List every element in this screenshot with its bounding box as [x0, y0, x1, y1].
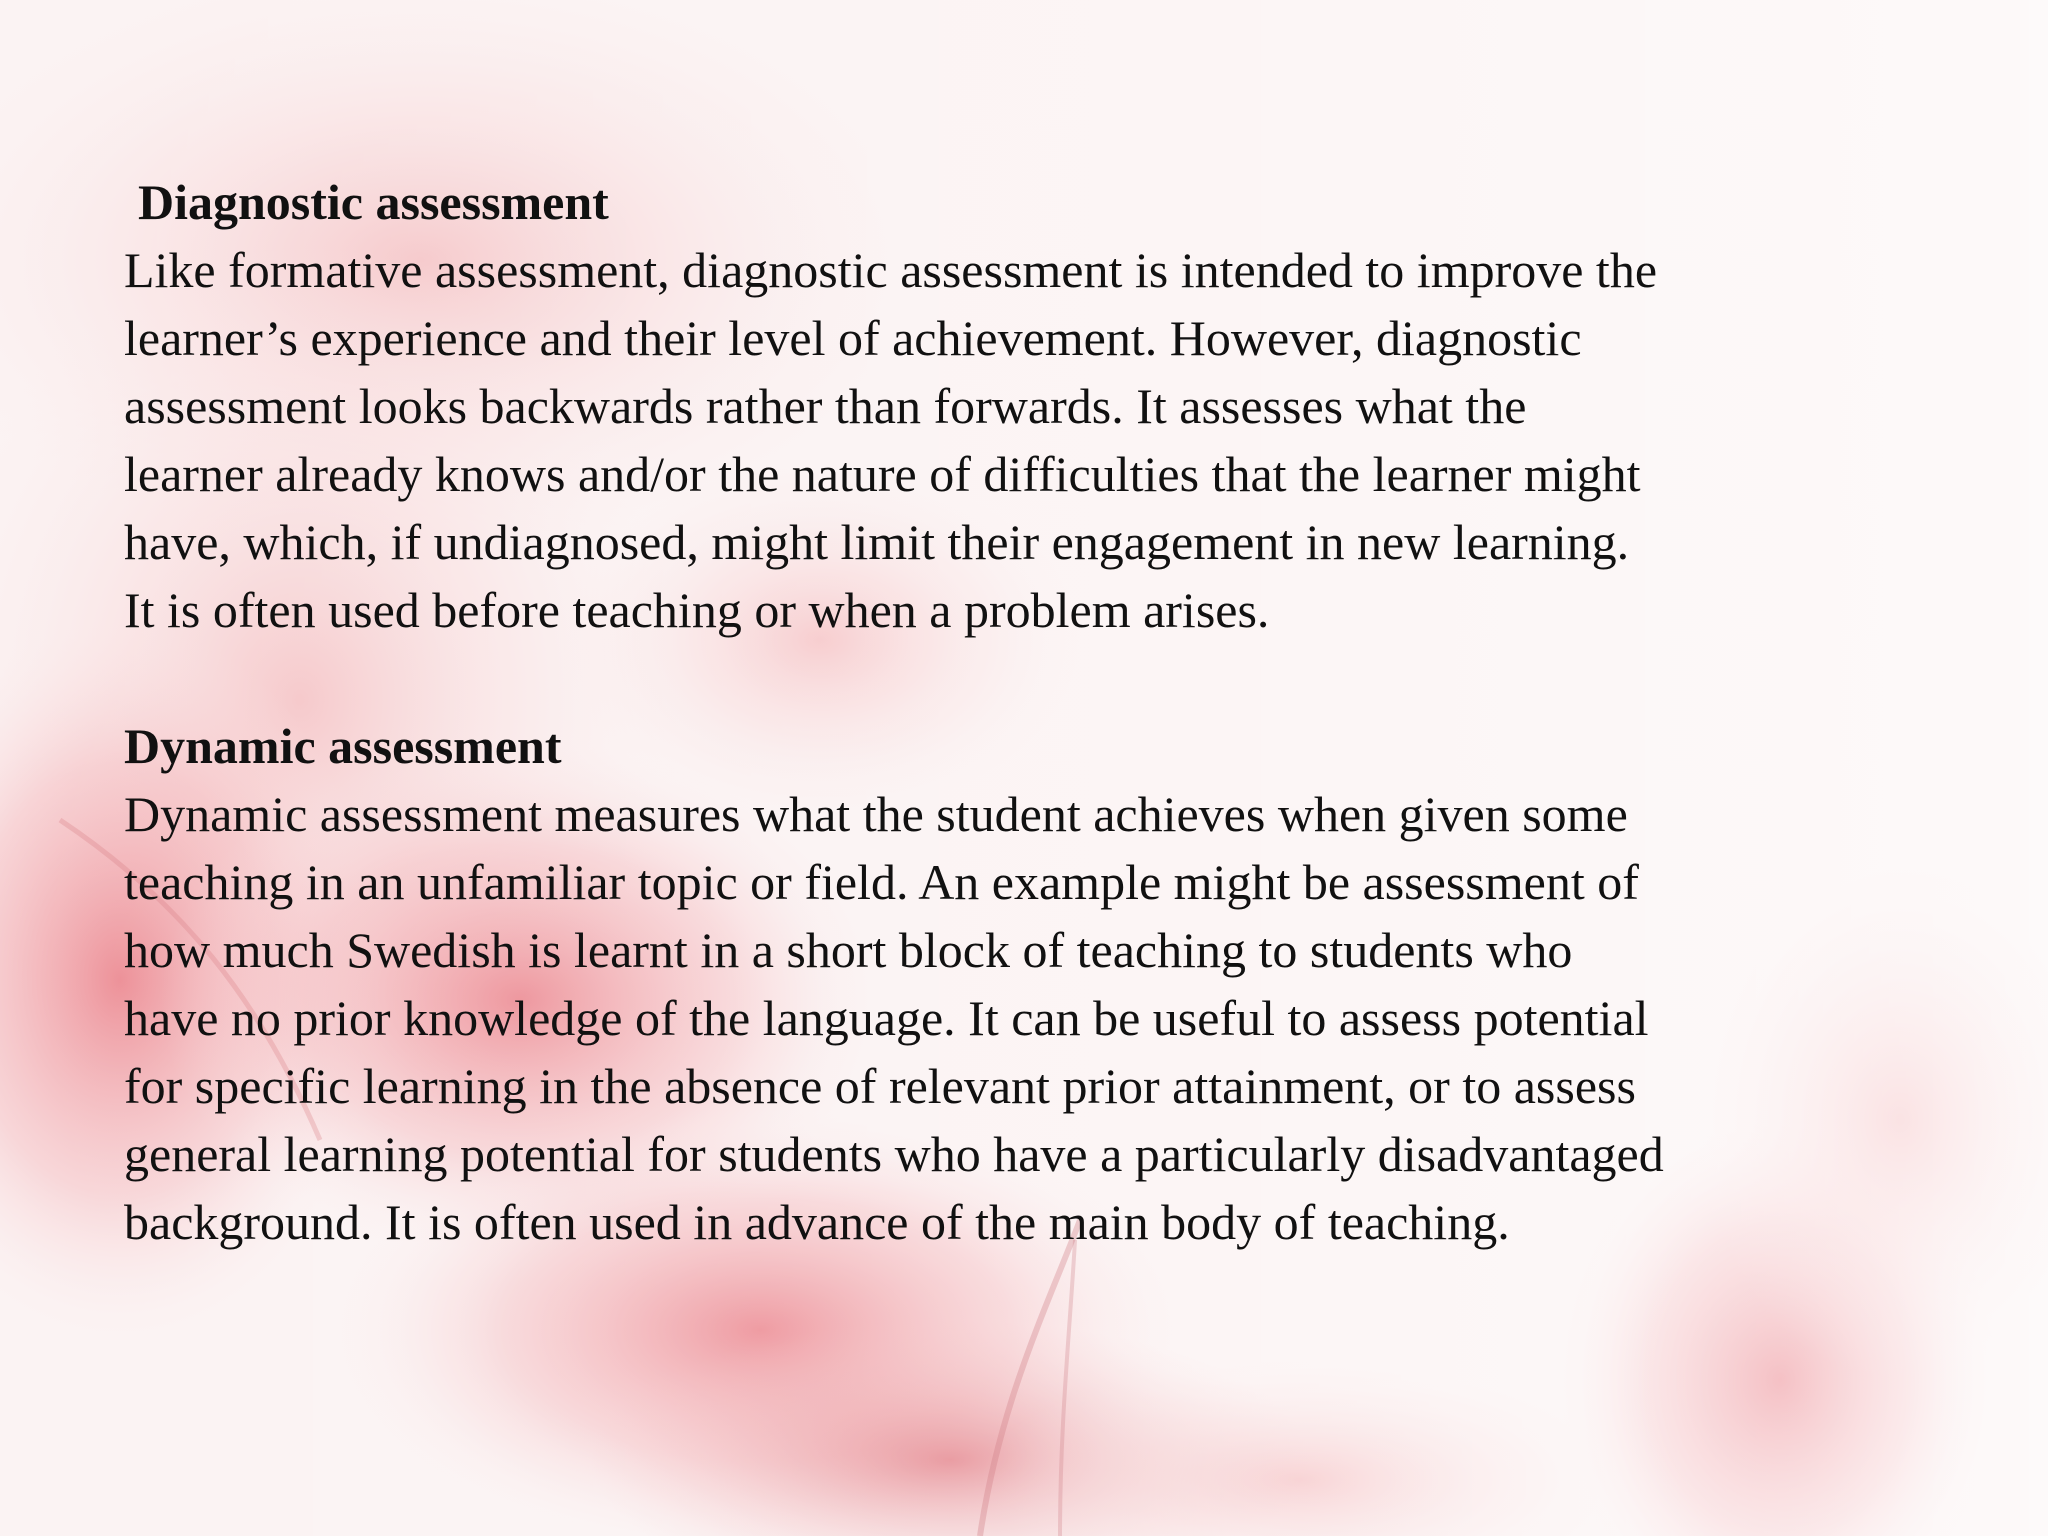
section-heading: Diagnostic assessment — [138, 174, 609, 230]
paragraph-line: how much Swedish is learnt in a short block of teaching to students who — [124, 922, 1573, 978]
paragraph-line: have, which, if undiagnosed, might limit their engagement in new learning. — [124, 514, 1630, 570]
paragraph-line: for specific learning in the absence of relevant prior attainment, or to assess — [124, 1058, 1636, 1114]
slide-content — [124, 168, 1984, 1256]
paragraph-line: assessment looks backwards rather than forwards. It assesses what the — [124, 378, 1527, 434]
section-spacer — [124, 644, 1984, 712]
paragraph-line: learner’s experience and their level of achievement. However, diagnostic — [124, 310, 1582, 366]
paragraph-line: Dynamic assessment measures what the student achieves when given some — [124, 786, 1628, 842]
paragraph-line: It is often used before teaching or when a problem arises. — [124, 582, 1270, 638]
paragraph-line: general learning potential for students who have a particularly disadvantaged — [124, 1126, 1664, 1182]
section-paragraph — [124, 780, 1984, 1256]
paragraph-line: teaching in an unfamiliar topic or field. An example might be assessment of — [124, 854, 1639, 910]
section-paragraph — [124, 236, 1984, 644]
paragraph-line: Like formative assessment, diagnostic assessment is intended to improve the — [124, 242, 1658, 298]
section-heading: Dynamic assessment — [124, 718, 562, 774]
paragraph-line: background. It is often used in advance of the main body of teaching. — [124, 1194, 1510, 1250]
paragraph-line: learner already knows and/or the nature of difficulties that the learner might — [124, 446, 1641, 502]
paragraph-line: have no prior knowledge of the language. It can be useful to assess potential — [124, 990, 1649, 1046]
diagnostic-section — [124, 168, 1984, 644]
dynamic-section — [124, 712, 1984, 1256]
